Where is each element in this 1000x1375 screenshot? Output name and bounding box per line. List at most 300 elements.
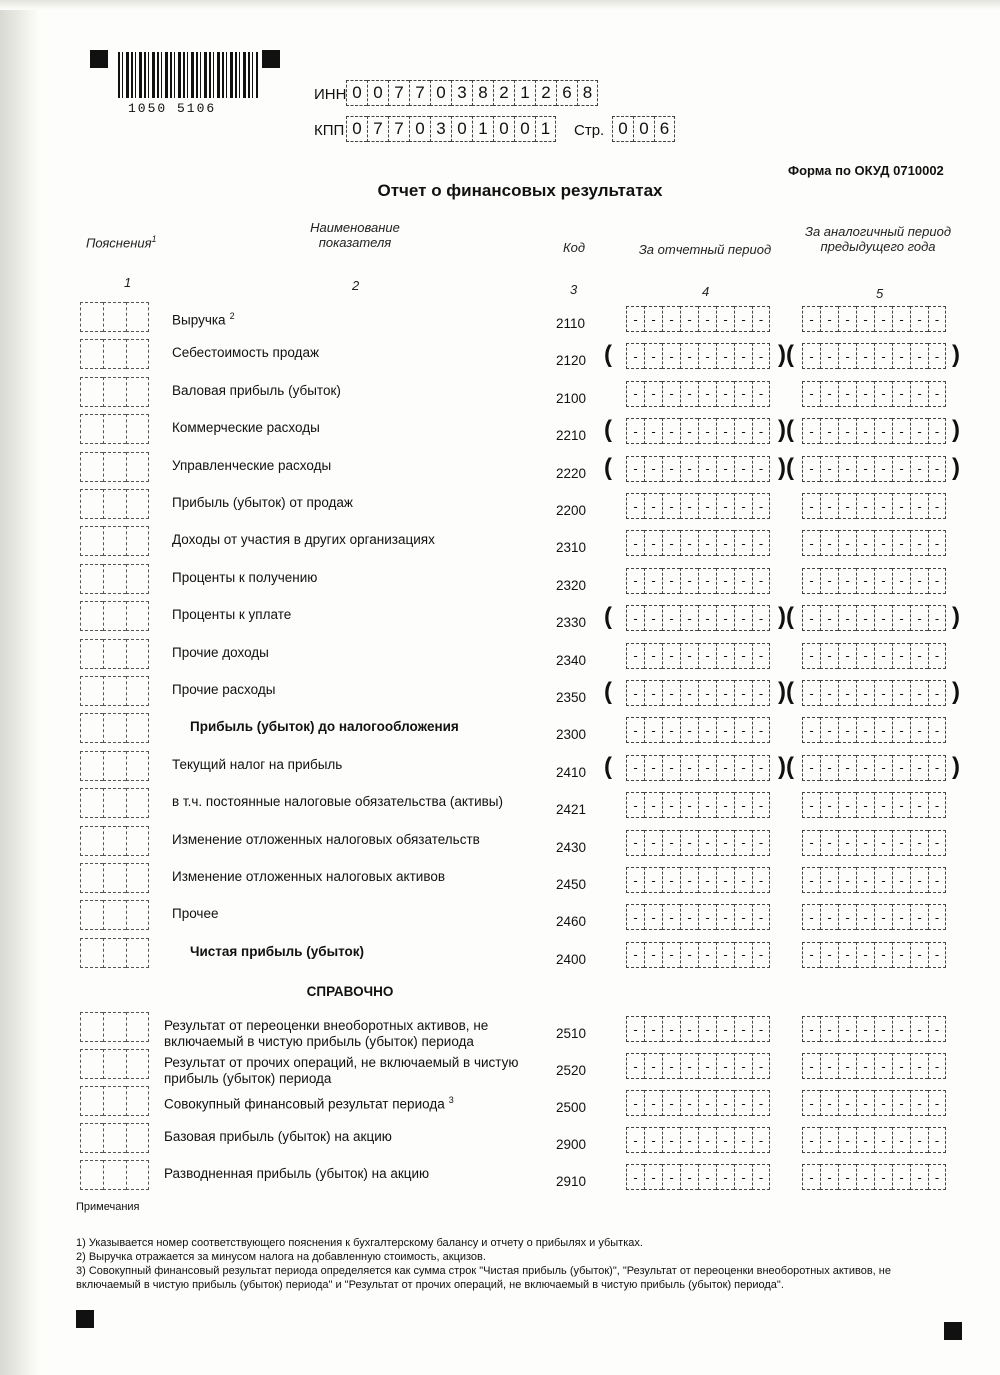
explanation-field[interactable] [80,489,149,519]
value-cell: - [752,343,770,369]
current-period-field[interactable] [626,680,770,706]
kpp-digit: 0 [514,116,535,142]
explanation-cell [126,713,149,743]
value-cell: - [734,680,752,706]
explanation-cell [103,601,126,631]
row-2300 [0,713,1000,749]
explanation-cell [103,676,126,706]
row-name-text: Прибыль (убыток) от продаж [172,495,353,510]
explanation-field[interactable] [80,564,149,594]
value-cell: - [928,755,946,781]
explanation-field[interactable] [80,900,149,930]
previous-period-field[interactable] [802,680,946,706]
value-cell: - [680,717,698,743]
current-period-field[interactable] [626,643,770,669]
value-cell: - [662,456,680,482]
kpp-digit: 7 [367,116,388,142]
row-name-text: Выручка [172,312,226,328]
inn-digit: 2 [535,80,556,106]
value-cell: - [644,493,662,519]
explanation-cell [80,452,103,482]
close-paren: ) [952,678,960,705]
value-cell: - [716,942,734,968]
row-code: 2220 [556,465,587,481]
value-cell: - [626,830,644,856]
kpp-label: КПП [314,122,345,139]
value-cell: - [802,568,820,594]
explanation-field[interactable] [80,676,149,706]
value-cell: - [734,1127,752,1153]
current-period-field[interactable] [626,493,770,519]
value-cell: - [716,1127,734,1153]
value-cell: - [644,792,662,818]
open-paren: ( [786,752,794,780]
current-period-field[interactable] [626,530,770,556]
value-cell: - [680,456,698,482]
value-cell: - [644,530,662,556]
inn-digit: 3 [451,80,472,106]
value-cell: - [734,343,752,369]
explanation-cell [80,788,103,818]
explanation-cell [126,414,149,444]
value-cell: - [820,904,838,930]
explanation-cell [103,826,126,856]
inn-digit: 0 [367,80,388,106]
value-cell: - [874,717,892,743]
col-head-name: Наименование показателя [310,220,400,250]
kpp-digit: 0 [451,116,472,142]
previous-period-field[interactable] [802,1127,946,1153]
value-cell: - [662,418,680,444]
value-cell: - [752,456,770,482]
current-period-field[interactable] [626,830,770,856]
explanation-cell [80,601,103,631]
value-cell: - [802,680,820,706]
value-cell: - [734,717,752,743]
value-cell: - [802,343,820,369]
previous-period-field[interactable] [802,755,946,781]
value-cell: - [734,306,752,332]
kpp-digit: 7 [388,116,409,142]
value-cell: - [680,942,698,968]
explanation-cell [126,1160,149,1190]
current-period-field[interactable] [626,381,770,407]
value-cell: - [928,605,946,631]
value-cell: - [716,717,734,743]
explanation-field[interactable] [80,751,149,781]
row-name [172,532,532,548]
value-cell: - [734,830,752,856]
value-cell: - [626,381,644,407]
row-code: 2410 [556,764,587,780]
value-cell: - [838,456,856,482]
explanation-cell [126,1049,149,1079]
previous-period-field[interactable] [802,643,946,669]
value-cell: - [662,1164,680,1190]
value-cell: - [874,568,892,594]
explanation-cell [103,900,126,930]
row-2120 [0,339,1000,375]
value-cell: - [892,680,910,706]
row-code: 2421 [556,802,587,818]
explanation-field[interactable] [80,639,149,669]
value-cell: - [802,456,820,482]
value-cell: - [856,306,874,332]
value-cell: - [716,530,734,556]
value-cell: - [626,418,644,444]
current-period-field[interactable] [626,1016,770,1042]
explanation-cell [80,713,103,743]
value-cell: - [662,904,680,930]
value-cell: - [892,493,910,519]
row-name-text: Базовая прибыль (убыток) на акцию [164,1129,392,1144]
value-cell: - [698,1016,716,1042]
value-cell: - [716,493,734,519]
value-cell: - [680,605,698,631]
value-cell: - [838,530,856,556]
previous-period-field[interactable] [802,1164,946,1190]
value-cell: - [698,306,716,332]
row-name-text: Изменение отложенных налоговых активов [172,869,446,884]
current-period-field[interactable] [626,568,770,594]
current-period-field[interactable] [626,418,770,444]
value-cell: - [698,717,716,743]
value-cell: - [626,792,644,818]
value-cell: - [874,867,892,893]
previous-period-field[interactable] [802,1090,946,1116]
value-cell: - [820,867,838,893]
open-paren: ( [786,416,794,444]
value-cell: - [820,493,838,519]
open-paren: ( [604,453,612,481]
row-name [164,1129,524,1145]
current-period-field[interactable] [626,1053,770,1079]
value-cell: - [698,1053,716,1079]
value-cell: - [644,418,662,444]
value-cell: - [874,605,892,631]
value-cell: - [662,643,680,669]
previous-period-field[interactable] [802,605,946,631]
page-label: Стр. [574,122,605,139]
col-num-3: 3 [570,282,578,297]
value-cell: - [892,306,910,332]
current-period-field[interactable] [626,306,770,332]
value-cell: - [928,1053,946,1079]
value-cell: - [910,1090,928,1116]
value-cell: - [874,1164,892,1190]
inn-field[interactable] [346,80,598,106]
value-cell: - [838,1090,856,1116]
current-period-field[interactable] [626,605,770,631]
explanation-field[interactable] [80,1123,149,1153]
explanation-cell [80,863,103,893]
explanation-cell [103,639,126,669]
value-cell: - [680,680,698,706]
value-cell: - [680,1090,698,1116]
close-paren: ) [778,416,786,444]
explanation-cell [80,377,103,407]
row-name-text: Результат от переоценки внеоборотных активов, не включаемый в чистую прибыль (убыток) периода [164,1018,489,1049]
explanation-field[interactable] [80,713,149,743]
row-code: 2900 [556,1137,587,1152]
value-cell: - [928,530,946,556]
col-head-current: За отчетный период [638,242,772,257]
value-cell: - [716,904,734,930]
value-cell: - [752,1016,770,1042]
explanation-field[interactable] [80,1012,149,1042]
row-2520 [0,1049,1000,1085]
current-period-field[interactable] [626,343,770,369]
value-cell: - [910,1164,928,1190]
value-cell: - [910,306,928,332]
previous-period-field[interactable] [802,717,946,743]
value-cell: - [752,568,770,594]
previous-period-field[interactable] [802,418,946,444]
explanation-cell [80,489,103,519]
value-cell: - [802,867,820,893]
page-number-field[interactable] [612,116,675,142]
value-cell: - [716,418,734,444]
open-paren: ( [604,416,612,444]
value-cell: - [716,643,734,669]
value-cell: - [644,605,662,631]
barcode-number: 1050 5106 [128,101,217,116]
current-period-field[interactable] [626,456,770,482]
value-cell: - [680,343,698,369]
value-cell: - [626,755,644,781]
value-cell: - [662,717,680,743]
previous-period-field[interactable] [802,830,946,856]
previous-period-field[interactable] [802,493,946,519]
value-cell: - [928,568,946,594]
value-cell: - [910,942,928,968]
close-paren: ) [778,752,786,780]
explanation-cell [80,1086,103,1116]
value-cell: - [874,456,892,482]
explanation-field[interactable] [80,826,149,856]
current-period-field[interactable] [626,717,770,743]
current-period-field[interactable] [626,792,770,818]
open-paren: ( [786,678,794,705]
inn-digit: 1 [514,80,535,106]
value-cell: - [856,792,874,818]
value-cell: - [662,1016,680,1042]
value-cell: - [820,1090,838,1116]
current-period-field[interactable] [626,904,770,930]
current-period-field[interactable] [626,942,770,968]
row-name-text: Изменение отложенных налоговых обязательств [172,831,480,847]
row-code: 2120 [556,353,587,369]
value-cell: - [626,1090,644,1116]
value-cell: - [910,643,928,669]
form-okud: Форма по ОКУД 0710002 [788,163,944,178]
explanation-field[interactable] [80,1160,149,1190]
explanation-field[interactable] [80,788,149,818]
previous-period-field[interactable] [802,942,946,968]
open-paren: ( [604,341,612,369]
explanation-field[interactable] [80,938,149,968]
row-name [172,645,532,661]
value-cell: - [928,830,946,856]
explanation-cell [103,1123,126,1153]
close-paren: ) [952,453,960,481]
explanation-cell [103,564,126,594]
explanation-cell [126,938,149,968]
previous-period-field[interactable] [802,306,946,332]
value-cell: - [716,1016,734,1042]
row-name [172,757,532,773]
value-cell: - [752,605,770,631]
explanation-cell [103,489,126,519]
previous-period-field[interactable] [802,1053,946,1079]
value-cell: - [856,381,874,407]
page-title: Отчет о финансовых результатах [377,181,663,200]
value-cell: - [752,867,770,893]
current-period-field[interactable] [626,1090,770,1116]
value-cell: - [802,755,820,781]
value-cell: - [838,643,856,669]
value-cell: - [626,867,644,893]
current-period-field[interactable] [626,1164,770,1190]
value-cell: - [626,680,644,706]
explanation-cell [80,1049,103,1079]
open-paren: ( [786,453,794,481]
value-cell: - [802,904,820,930]
explanation-field[interactable] [80,863,149,893]
explanation-field[interactable] [80,452,149,482]
inn-digit: 8 [472,80,493,106]
current-period-field[interactable] [626,755,770,781]
value-cell: - [698,643,716,669]
value-cell: - [734,643,752,669]
kpp-field[interactable] [346,116,556,142]
previous-period-field[interactable] [802,1016,946,1042]
corner-marker-top-left [90,50,108,68]
explanation-field[interactable] [80,414,149,444]
current-period-field[interactable] [626,867,770,893]
explanation-field[interactable] [80,302,149,332]
value-cell: - [874,830,892,856]
close-paren: ) [952,752,960,780]
value-cell: - [892,343,910,369]
value-cell: - [856,717,874,743]
value-cell: - [838,418,856,444]
explanation-field[interactable] [80,526,149,556]
row-name-text: Прочее [172,906,219,922]
explanation-cell [80,1012,103,1042]
value-cell: - [752,1164,770,1190]
close-paren: ) [778,603,786,631]
value-cell: - [856,568,874,594]
value-cell: - [802,493,820,519]
previous-period-field[interactable] [802,867,946,893]
row-name-text: Коммерческие расходы [172,420,320,436]
value-cell: - [892,605,910,631]
explanation-cell [80,1123,103,1153]
explanation-field[interactable] [80,339,149,369]
value-cell: - [892,830,910,856]
value-cell: - [698,605,716,631]
value-cell: - [838,830,856,856]
value-cell: - [698,942,716,968]
row-2900 [0,1123,1000,1159]
previous-period-field[interactable] [802,530,946,556]
value-cell: - [644,830,662,856]
page-edge-top [0,0,1000,10]
value-cell: - [892,1053,910,1079]
value-cell: - [802,1127,820,1153]
value-cell: - [734,904,752,930]
value-cell: - [802,530,820,556]
value-cell: - [820,1164,838,1190]
value-cell: - [910,792,928,818]
explanation-field[interactable] [80,377,149,407]
explanation-cell [80,302,103,332]
value-cell: - [644,755,662,781]
explanation-field[interactable] [80,601,149,631]
value-cell: - [752,830,770,856]
row-2421 [0,788,1000,824]
value-cell: - [626,1016,644,1042]
previous-period-field[interactable] [802,343,946,369]
col-head-explanations-sup: 1 [151,234,157,244]
row-name [172,607,532,623]
previous-period-field[interactable] [802,792,946,818]
corner-marker-bottom-right [944,1322,962,1340]
value-cell: - [874,904,892,930]
explanation-field[interactable] [80,1049,149,1079]
value-cell: - [892,1090,910,1116]
open-paren: ( [604,603,612,631]
row-code: 2200 [556,503,587,518]
value-cell: - [856,1016,874,1042]
row-footnote-ref: 2 [229,311,235,321]
open-paren: ( [786,341,794,369]
value-cell: - [838,680,856,706]
value-cell: - [892,418,910,444]
value-cell: - [838,904,856,930]
value-cell: - [856,343,874,369]
value-cell: - [698,680,716,706]
explanation-field[interactable] [80,1086,149,1116]
value-cell: - [820,343,838,369]
value-cell: - [838,717,856,743]
row-2400 [0,938,1000,974]
notes-title: Примечания [76,1201,140,1213]
row-2200 [0,489,1000,525]
value-cell: - [856,942,874,968]
value-cell: - [928,680,946,706]
current-period-field[interactable] [626,1127,770,1153]
value-cell: - [892,530,910,556]
value-cell: - [680,755,698,781]
value-cell: - [716,1090,734,1116]
value-cell: - [698,830,716,856]
row-2510 [0,1012,1000,1048]
row-code: 2400 [556,951,587,967]
previous-period-field[interactable] [802,456,946,482]
row-2210 [0,414,1000,450]
previous-period-field[interactable] [802,904,946,930]
value-cell: - [752,680,770,706]
value-cell: - [716,1164,734,1190]
kpp-digit: 0 [409,116,430,142]
row-name [172,794,532,810]
value-cell: - [838,867,856,893]
value-cell: - [892,1164,910,1190]
previous-period-field[interactable] [802,381,946,407]
previous-period-field[interactable] [802,568,946,594]
